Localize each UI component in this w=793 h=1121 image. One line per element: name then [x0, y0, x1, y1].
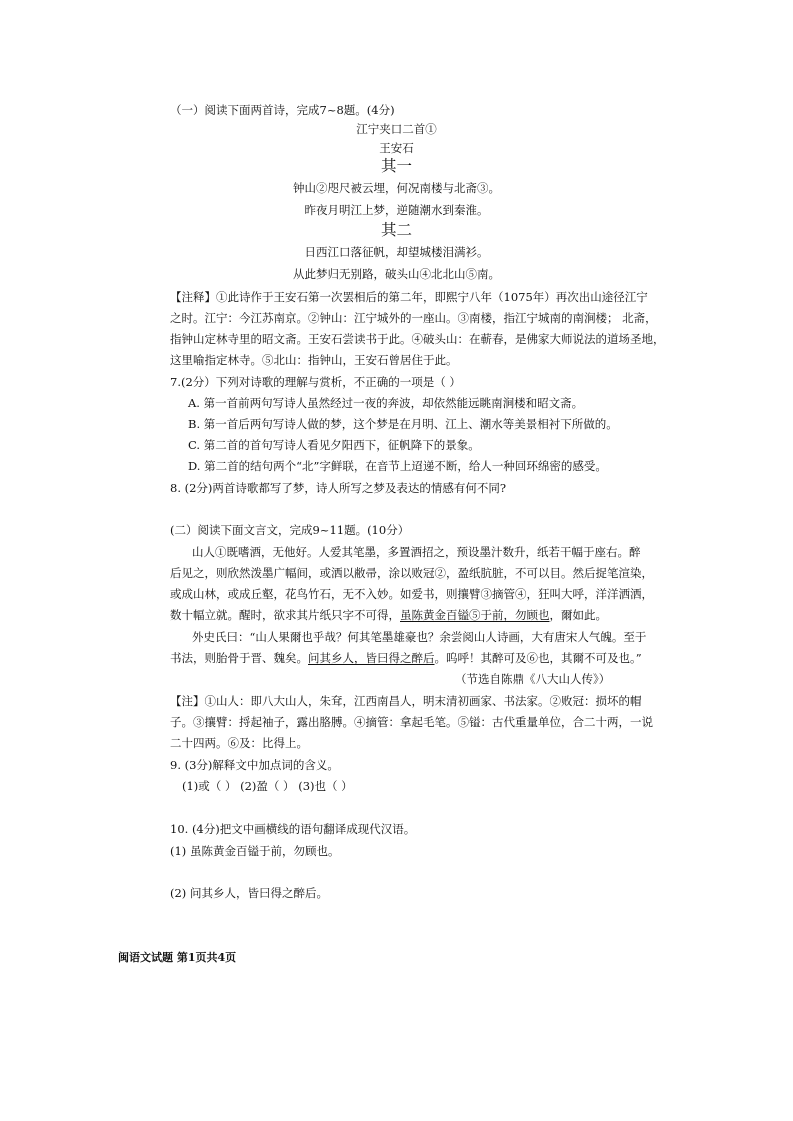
question-7-option-b: B. 第一首后两句写诗人做的梦，这个梦是在月明、江上、潮水等美景相衬下所做的。: [188, 417, 618, 431]
question-7-option-c: C. 第二首的首句写诗人看见夕阳西下，征帆降下的景象。: [188, 438, 480, 452]
underlined-sentence: 问其乡人，皆曰得之醉后: [308, 651, 435, 665]
poem-author: 王安石: [379, 141, 414, 155]
passage-line: [170, 651, 642, 666]
poem1-subtitle: 其一: [380, 157, 412, 175]
passage-note-line: 二十四两。⑥及：比得上。: [170, 736, 308, 750]
passage-text: ，爾如此。: [549, 608, 607, 622]
poem2-line1: 日西江口落征帆，却望城楼泪满衫。: [304, 245, 489, 259]
passage-line: [170, 608, 607, 623]
poem2-subtitle: 其二: [380, 221, 412, 239]
question-7-option-a: A. 第一首前两句写诗人虽然经过一夜的奔波，却依然能远眺南涧楼和昭文斋。: [188, 396, 584, 410]
underlined-sentence: 虽陈黄金百镒⑤于前，勿顾也: [400, 608, 550, 622]
passage-text: 。呜呼！其醉可及⑥也，其爾不可及也。”: [434, 651, 642, 665]
passage-note-line: 子。③攘臂：捋起袖子，露出胳膊。④摘管：拿起毛笔。⑤镒：古代重量单位，合二十两，一说: [170, 715, 653, 729]
poem-note-line: 指钟山定林寺里的昭文斋。王安石尝读书于此。④破头山：在蕲春，是佛家大师说法的道场圣地，: [170, 332, 665, 346]
passage-line: 山人①既嗜酒，无他好。人爱其笔墨，多置酒招之，预设墨汁数升，纸若干幅于座右。醉: [192, 545, 641, 559]
question-7-stem: 7.(2分）下列对诗歌的理解与赏析，不正确的一项是（ ）: [170, 375, 461, 389]
question-7-option-d: D. 第二首的结句两个“北”字鲜联，在音节上迢递不断，给人一种回环绵密的感受。: [188, 459, 607, 473]
question-9-blanks: (1)或（ ） (2)盈（ ） (3)也（ ）: [182, 779, 353, 793]
passage-text: 数十幅立就。醒时，欲求其片纸只字不可得，: [170, 608, 400, 622]
section1-heading: （一）阅读下面两首诗，完成7~8题。(4分): [170, 103, 395, 117]
passage-note-line: 【注】①山人：即八大山人，朱耷，江西南昌人，明末清初画家、书法家。②败冠：损坏的帽: [170, 694, 642, 708]
poem-note-line: 这里喻指定林寺。⑤北山：指钟山，王安石曾居住于此。: [170, 353, 458, 367]
poem-note-line: 【注释】①此诗作于王安石第一次罢相后的第二年，即熙宁八年（1075年）再次出山途径江宁: [170, 290, 648, 304]
passage-line: 或成山林，或成丘壑，花鸟竹石，无不入妙。如爱书，则攘臂③摘管④，狂叫大呼，洋洋洒洒，: [170, 587, 653, 601]
question-10-item-1: (1) 虽陈黄金百镒于前，勿顾也。: [170, 844, 340, 858]
question-10-stem: 10. (4分)把文中画横线的语句翻译成现代汉语。: [170, 822, 416, 836]
poem1-line1: 钟山②咫尺被云埋，何况南楼与北斋③。: [293, 181, 500, 195]
question-10-item-2: (2) 问其乡人，皆曰得之醉后。: [170, 886, 328, 900]
poem-note-line: 之时。江宁：今江苏南京。②钟山：江宁城外的一座山。③南楼，指江宁城南的南涧楼； 北斋，: [170, 311, 657, 325]
question-9-stem: 9. (3分)解释文中加点词的含义。: [170, 758, 339, 772]
question-8-stem: 8. (2分)两首诗歌都写了梦，诗人所写之梦及表达的情感有何不同?: [170, 481, 507, 495]
passage-source: （节选自陈鼎《八大山人传》）: [455, 672, 611, 686]
poem2-line2: 从此梦归无别路，破头山④北北山⑤南。: [293, 267, 500, 281]
poem-title: 江宁夹口二首①: [356, 122, 437, 136]
poem1-line2: 昨夜月明江上梦，逆随潮水到秦淮。: [304, 203, 489, 217]
section2-heading: (二）阅读下面文言文，完成9~11题。(10分）: [170, 523, 410, 537]
passage-line: 外史氏曰：“山人果爾也乎哉？何其笔墨雄豪也？余尝阅山人诗画，大有唐宋人气魄。至于: [192, 630, 647, 644]
passage-text: 书法，则胎骨于晋、魏矣。: [170, 651, 308, 665]
passage-line: 后见之，则欣然泼墨广幅间，或洒以敝帚，涂以败冠②，盈纸肮脏，不可以目。然后捉笔渲染，: [170, 566, 653, 580]
page-footer: 闽语文试题 第1页共4页: [118, 951, 237, 964]
